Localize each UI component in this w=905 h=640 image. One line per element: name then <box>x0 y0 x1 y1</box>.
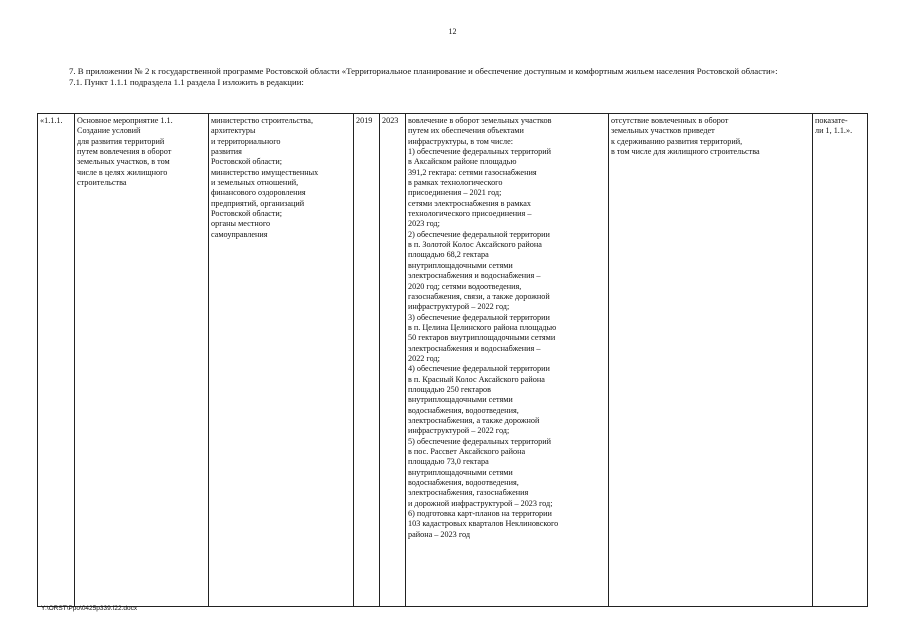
cell-executor: министерство строительства, архитектуры и территориального развития Ростовской области; министерство имущественных и земельных отношений, финансового оздоровления предприятий, организаций Ростовской области; органы местного самоуправления <box>209 114 354 607</box>
intro-paragraph-1: 7. В приложении № 2 к государственной программе Ростовской области «Территориальное планирование и обеспечение доступным и комфортным жильем населения Ростовской области»: <box>69 66 778 76</box>
page-number: 12 <box>448 27 457 36</box>
cell-year-start: 2019 <box>354 114 380 607</box>
cell-expected-result: вовлечение в оборот земельных участков путем их обеспечения объектами инфраструктуры, в том числе: 1) обеспечение федеральных территорий в Аксайском районе площадью 391,2 гектара: сетями газоснабжения в рамках технологического присоединения – 2021 год; сетями электроснабжения в рамках технологического присоединения – 2023 год; 2) обеспечение федеральной территории в п. Золотой Колос Аксайского района площадью 68,2 гектара внутриплощадочными сетями электроснабжения и водоснабжения – 2020 год; сетями водоотведения, газоснабжения, связи, а также дорожной инфраструктурой – 2022 год; 3) обеспечение федеральной территории в п. Целина Целинского района площадью 50 гектаров внутриплощадочными сетями электроснабжения и водоснабжения – 2022 год; 4) обеспечение федеральной территории в п. Красный Колос Аксайского района площадью 250 гектаров внутриплощадочными сетями водоснабжения, водоотведения, электроснабжения, а также дорожной инфраструктурой – 2022 год; 5) обеспечение федеральных территорий в пос. Рассвет Аксайского района площадью 73,0 гектара внутриплощадочными сетями водоснабжения, водоотведения, электроснабжения, газоснабжения и дорожной инфраструктурой – 2023 год; 6) подготовка карт-планов на территории 103 кадастровых кварталов Неклиновского района – 2023 год <box>406 114 609 607</box>
intro-text <box>37 66 859 88</box>
measures-table <box>37 113 868 607</box>
cell-code: «1.1.1. <box>38 114 75 607</box>
cell-indicator: показате- ли 1, 1.1.». <box>813 114 868 607</box>
intro-paragraph-2: 7.1. Пункт 1.1.1 подраздела 1.1 раздела I изложить в редакции: <box>69 77 304 87</box>
cell-consequence: отсутствие вовлеченных в оборот земельных участков приведет к сдерживанию развития территорий, в том числе для жилищного строительства <box>609 114 813 607</box>
cell-measure-name: Основное мероприятие 1.1. Создание условий для развития территорий путем вовлечения в оборот земельных участков, в том числе в целях жилищного строительства <box>75 114 209 607</box>
file-path-footer: Y:\ORST\Ppo\0425p339.f22.docx <box>41 605 138 612</box>
cell-year-end: 2023 <box>380 114 406 607</box>
table-row <box>38 114 868 607</box>
